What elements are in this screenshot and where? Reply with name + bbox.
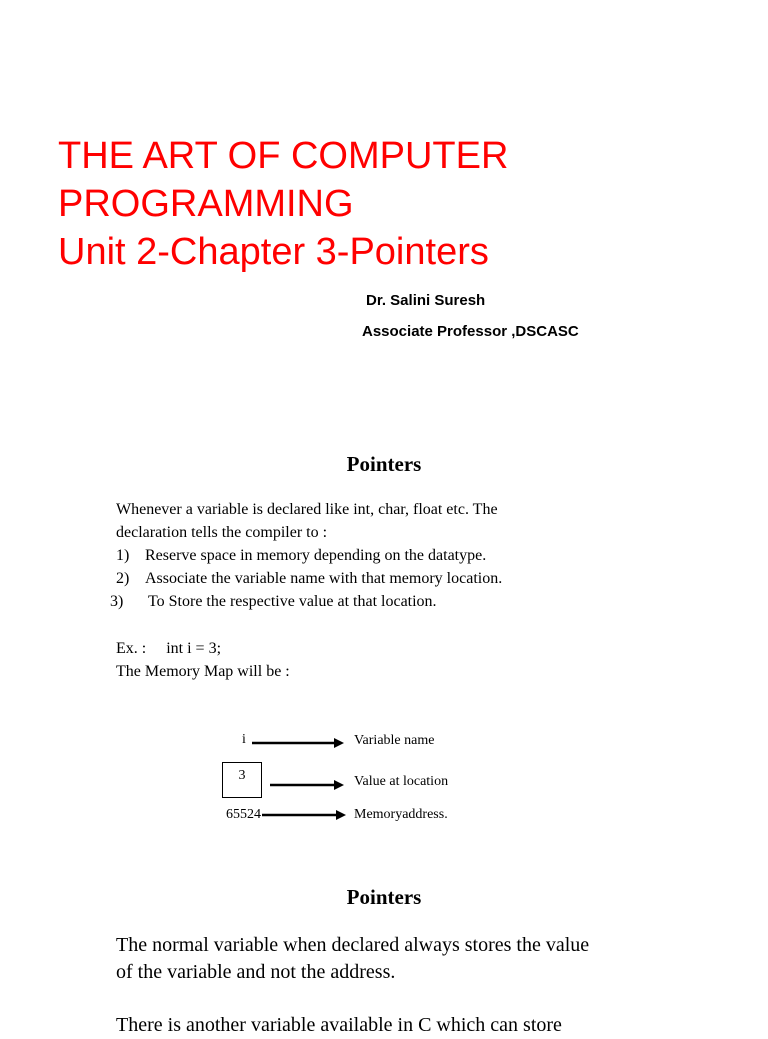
intro-line-1: Whenever a variable is declared like int, char, float etc. The <box>116 501 498 518</box>
arrow-name-icon <box>252 736 344 750</box>
intro-line-2: declaration tells the compiler to : <box>116 524 328 541</box>
list-item <box>110 590 437 613</box>
memory-map-intro: The Memory Map will be : <box>116 663 290 680</box>
list-item-text: To Store the respective value at that location. <box>148 593 437 610</box>
label-memory-address: Memoryaddress. <box>354 807 448 822</box>
memory-address: 65524 <box>226 807 261 822</box>
example-code: Ex. : int i = 3; <box>116 640 222 657</box>
list-item-text: Associate the variable name with that memory location. <box>145 570 503 587</box>
value-box: 3 <box>222 762 262 798</box>
para1-line-2: of the variable and not the address. <box>116 961 396 983</box>
arrow-value-icon <box>270 778 344 792</box>
title-line-1: THE ART OF COMPUTER <box>58 135 509 177</box>
list-item-number: 2) <box>116 570 130 587</box>
author-name: Dr. Salini Suresh <box>366 292 486 309</box>
title-block <box>58 132 738 276</box>
variable-symbol: i <box>242 732 246 747</box>
label-variable-name: Variable name <box>354 733 435 748</box>
arrow-address-icon <box>262 808 346 822</box>
list-item-number: 1) <box>116 547 130 564</box>
author-role: Associate Professor ,DSCASC <box>362 323 579 340</box>
para2-partial: There is another variable available in C which can store <box>116 1014 562 1036</box>
para1-line-1: The normal variable when declared always stores the value <box>116 934 590 956</box>
pointers-heading: Pointers <box>346 452 422 476</box>
label-value-at-location: Value at location <box>354 774 449 789</box>
list-item-text: Reserve space in memory depending on the datatype. <box>145 547 487 564</box>
title-line-3: Unit 2-Chapter 3-Pointers <box>58 231 489 273</box>
pointers-heading-2: Pointers <box>346 885 422 909</box>
title-line-2: PROGRAMMING <box>58 183 354 225</box>
list-item-number: 3) <box>110 593 124 610</box>
list-item <box>116 567 502 590</box>
list-item <box>116 544 486 567</box>
